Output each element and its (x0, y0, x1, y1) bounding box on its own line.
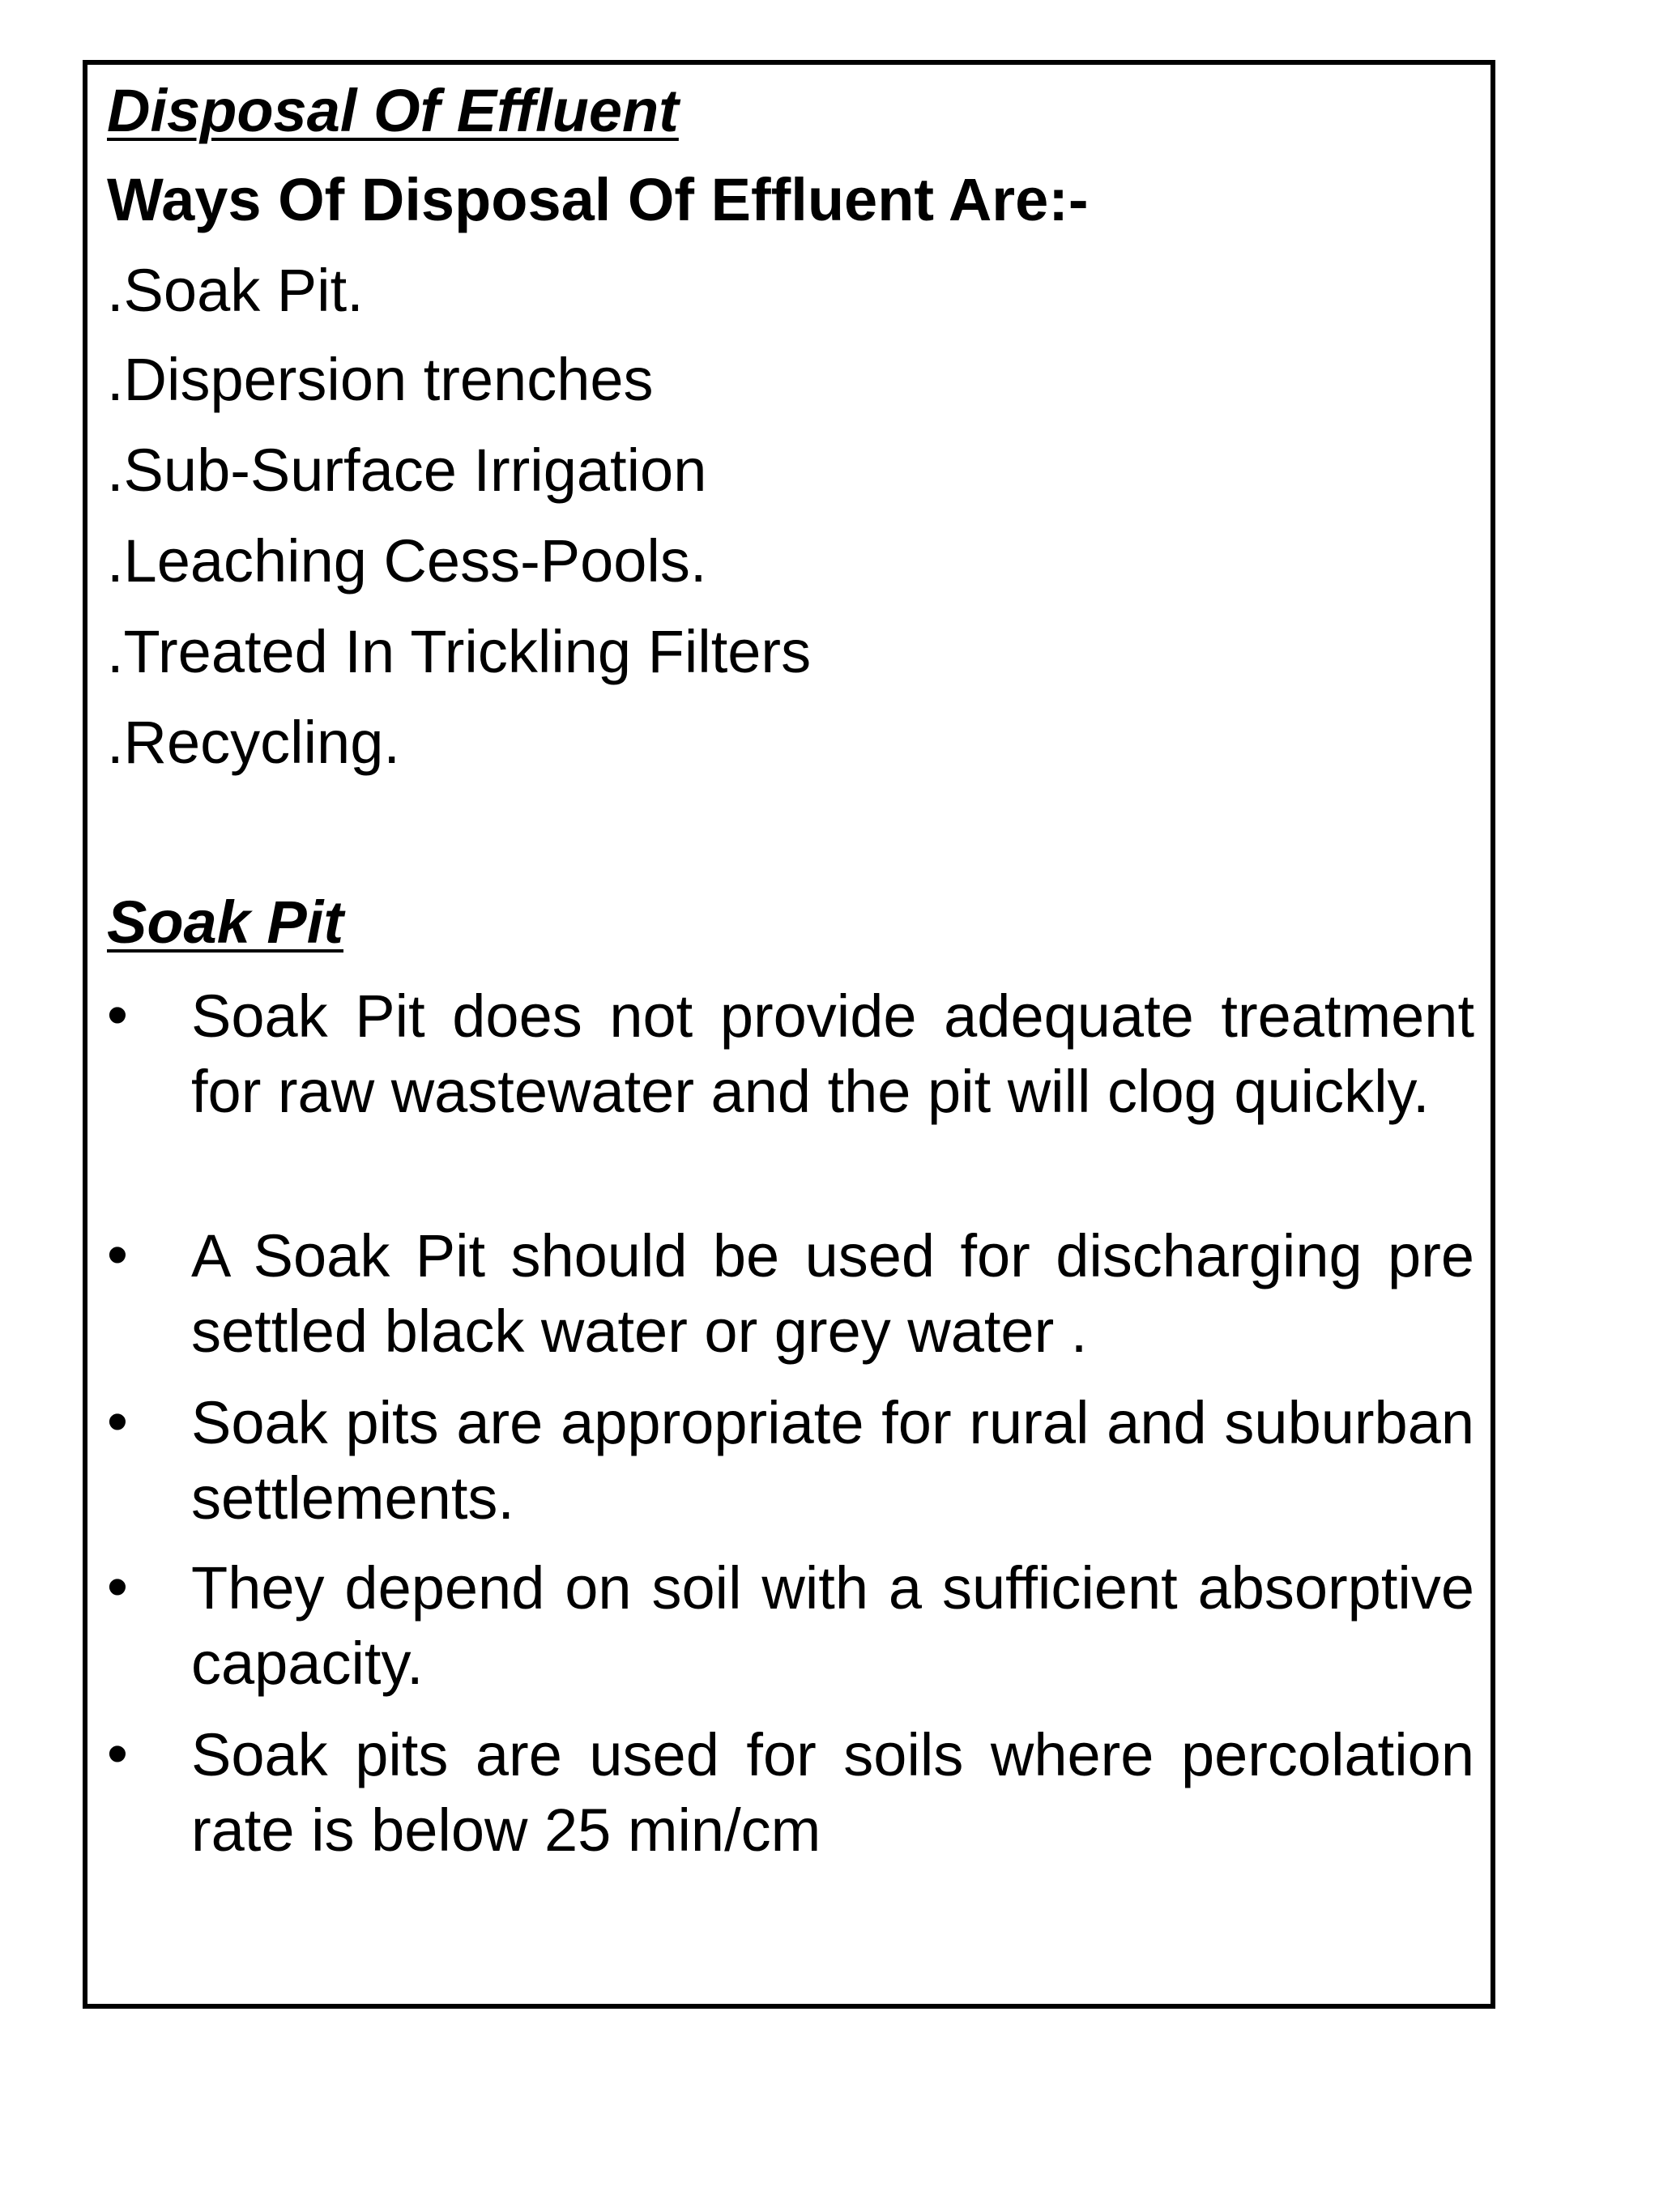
bullet-point: • (107, 1553, 128, 1620)
bullet-point: • (107, 1720, 128, 1787)
list-item-sub-surface-irrigation: .Sub-Surface Irrigation (107, 437, 707, 504)
bullet-text: Soak Pit does not provide adequate treatment for raw wastewater and the pit will clog quickly. (191, 982, 1474, 1125)
section-heading-soak-pit: Soak Pit (107, 889, 343, 956)
bullet-item-soil-capacity (107, 1550, 1474, 1701)
bullet-item-settlements (107, 1385, 1474, 1536)
bullet-text: A Soak Pit should be used for discharging pre settled black water or grey water . (191, 1222, 1474, 1365)
section-subheading-ways-of-disposal: Ways Of Disposal Of Effluent Are:- (107, 166, 1089, 233)
bullet-text: Soak pits are used for soils where percolation rate is below 25 min/cm (191, 1721, 1474, 1864)
bullet-item-treatment (107, 978, 1474, 1129)
bullet-item-discharging (107, 1218, 1474, 1369)
bullet-point: • (107, 981, 128, 1048)
section-heading-disposal-of-effluent: Disposal Of Effluent (107, 77, 679, 144)
list-item-soak-pit: .Soak Pit. (107, 257, 364, 324)
list-item-dispersion-trenches: .Dispersion trenches (107, 346, 654, 413)
list-item-recycling: .Recycling. (107, 709, 400, 776)
bullet-point: • (107, 1387, 128, 1455)
bullet-point: • (107, 1221, 128, 1288)
list-item-leaching-cess-pools: .Leaching Cess-Pools. (107, 527, 707, 595)
list-item-trickling-filters: .Treated In Trickling Filters (107, 618, 812, 685)
bullet-text: They depend on soil with a sufficient absorptive capacity. (191, 1554, 1474, 1697)
bullet-item-percolation (107, 1717, 1474, 1868)
bullet-text: Soak pits are appropriate for rural and suburban settlements. (191, 1389, 1474, 1532)
